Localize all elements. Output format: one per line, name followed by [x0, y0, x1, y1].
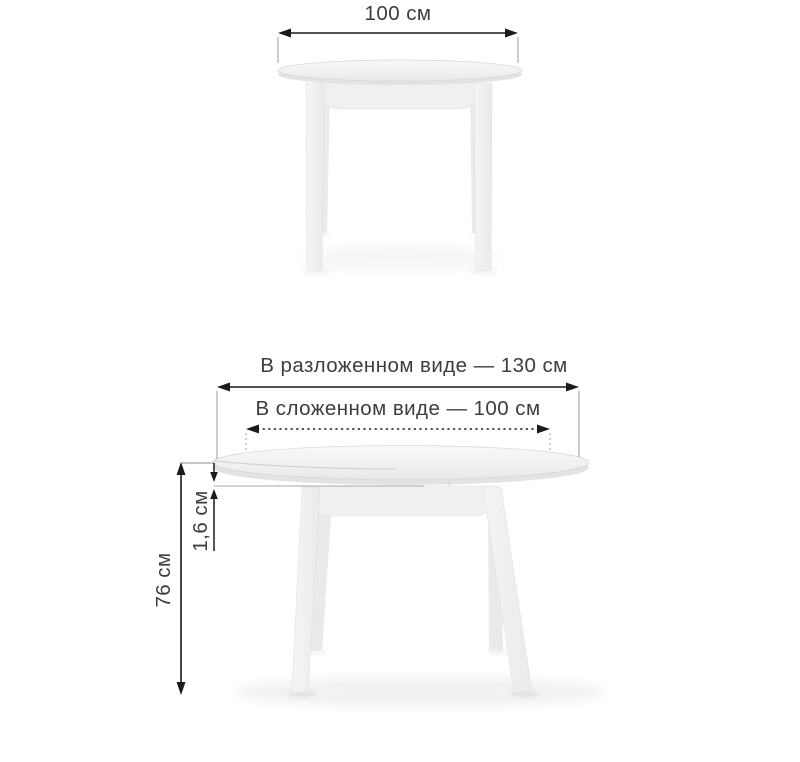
table-shadow — [300, 231, 500, 275]
label-folded-width: В сложенном виде — 100 см — [255, 397, 541, 420]
dimension-arrow-height — [177, 462, 186, 695]
label-extended-width: В разложенном виде — 130 см — [260, 354, 568, 377]
table-shadow-extended — [235, 649, 605, 708]
table-extended-illustration — [213, 446, 589, 693]
figure-folded-view — [278, 29, 522, 275]
table-front-left-leg — [306, 83, 324, 270]
table-folded-illustration — [278, 60, 522, 270]
table-apron — [306, 486, 498, 516]
tabletop-surface — [213, 446, 589, 480]
label-height: 76 см — [152, 552, 175, 608]
dimension-arrow-top-width — [278, 29, 518, 64]
label-thickness: 1,6 см — [189, 490, 212, 552]
table-front-right-leg — [474, 83, 492, 270]
figure-extended-view — [177, 383, 606, 709]
label-top-width: 100 см — [364, 2, 432, 25]
tabletop-surface — [278, 60, 522, 81]
